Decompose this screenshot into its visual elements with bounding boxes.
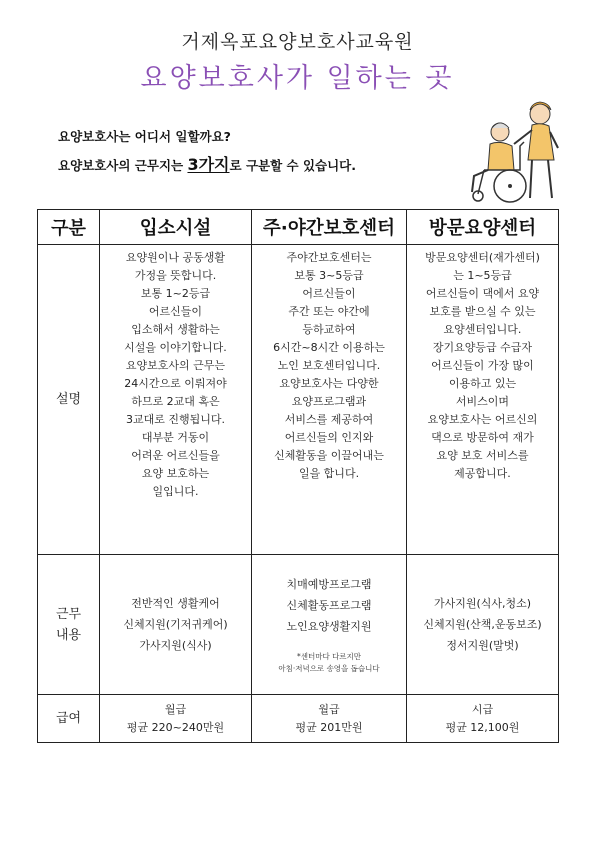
desc-daycare: [252, 245, 407, 555]
cell-text-line: 6시간~8시간 이용하는: [273, 341, 385, 354]
header-residential: 입소시설: [100, 210, 252, 245]
cell-text-line: 요양원이나 공동생활: [125, 251, 226, 264]
cell-text-line: 시급: [471, 702, 494, 716]
pay-daycare: [252, 695, 407, 743]
cell-text-line: 월급: [318, 702, 340, 716]
header-category: 구분: [38, 210, 100, 245]
cell-text-line: 신체활동프로그램: [286, 599, 372, 612]
cell-text-line: 어르신들이 가장 많이: [431, 359, 534, 372]
cell-text-line: 어르신들의 인지와: [284, 431, 374, 444]
cell-text-line: 24시간으로 이뤄져야: [124, 377, 227, 390]
cell-text-line: 는 1~5등급: [453, 269, 512, 282]
cell-text-line: 신체지원(기저귀케어): [123, 618, 228, 631]
cell-text-line: 치매예방프로그램: [286, 578, 372, 591]
cell-text-line: 하므로 2교대 혹은: [131, 395, 220, 408]
cell-text-line: 보통 3~5등급: [294, 269, 364, 282]
cell-text-line: 신체지원(산책,운동보조): [423, 618, 542, 631]
intro-highlight: 3가지: [187, 155, 230, 174]
row-label-description: 설명: [38, 245, 100, 555]
cell-text-line: 이용하고 있는: [448, 377, 517, 390]
work-daycare: [252, 555, 407, 695]
table-header-row: [38, 210, 559, 245]
cell-text-line: 가사지원(식사,청소): [433, 597, 532, 610]
table-row-pay: [38, 695, 559, 743]
cell-text-line: 어르신들이 댁에서 요양: [425, 287, 540, 300]
work-residential: [100, 555, 252, 695]
cell-text-line: 어르신들이: [302, 287, 356, 300]
cell-text-line: 요양센터입니다.: [443, 323, 522, 336]
intro-question: 요양보호사는 어디서 일할까요?: [58, 129, 231, 144]
cell-text-line: 정서지원(말벗): [446, 639, 519, 652]
cell-text-line: 주야간보호센터는: [286, 251, 372, 264]
cell-text-line: 요양 보호하는: [141, 467, 210, 480]
cell-text-line: 서비스이며: [455, 395, 510, 408]
header-daycare: 주·야간보호센터: [252, 210, 407, 245]
desc-home-visit: [407, 245, 559, 555]
cell-text-line: 요양보호사는 어르신의: [427, 413, 538, 426]
cell-text-line: 평균 12,100원: [445, 720, 520, 734]
caregiver-wheelchair-illustration: [454, 98, 572, 206]
cell-text-line: 요양보호사는 다양한: [279, 377, 379, 390]
intro-statement: [58, 152, 356, 175]
cell-text-line: 전반적인 생활케어: [131, 597, 220, 610]
cell-text-line: 방문요양센터(재가센터): [425, 251, 540, 264]
page-title: 요양보호사가 일하는 곳: [140, 63, 455, 94]
cell-text-line: 노인 보호센터입니다.: [277, 359, 381, 372]
header-home-visit: 방문요양센터: [407, 210, 559, 245]
cell-text-line: 주간 또는 야간에: [288, 305, 370, 318]
table-row-description: [38, 245, 559, 555]
intro-prefix: 요양보호사의 근무지는: [58, 158, 188, 173]
row-label-work-line: 내용: [55, 627, 82, 643]
cell-text-line: 요양보호사의 근무는: [125, 359, 226, 372]
cell-text-line: 요양프로그램과: [291, 395, 367, 408]
intro-suffix: 로 구분할 수 있습니다.: [229, 158, 356, 173]
org-name: 거제옥포요양보호사교육원: [181, 31, 414, 53]
row-label-pay: 급여: [38, 695, 100, 743]
cell-text-line: 시설을 이야기합니다.: [124, 341, 227, 354]
cell-text-line: 등하교하여: [302, 323, 356, 336]
pay-home-visit: [407, 695, 559, 743]
cell-text-line: 댁으로 방문하여 재가: [431, 431, 534, 444]
cell-text-line: 가정을 뜻합니다.: [134, 269, 217, 282]
shuttle-note-line: *센터마다 다르지만: [296, 652, 362, 661]
cell-text-line: 평균 220~240만원: [126, 720, 225, 734]
cell-text-line: 서비스를 제공하여: [284, 413, 374, 426]
cell-text-line: 신체활동을 이끌어내는: [274, 449, 384, 462]
workplace-table: [37, 209, 559, 743]
row-label-work: [38, 555, 100, 695]
cell-text-line: 대부분 거동이: [141, 431, 210, 444]
work-home-visit: [407, 555, 559, 695]
shuttle-note: [252, 651, 406, 675]
cell-text-line: 3교대로 진행됩니다.: [126, 413, 225, 426]
cell-text-line: 노인요양생활지원: [286, 620, 372, 633]
cell-text-line: 평균 201만원: [295, 720, 363, 734]
desc-residential: [100, 245, 252, 555]
cell-text-line: 요양 보호 서비스를: [436, 449, 529, 462]
cell-text-line: 어르신들이: [148, 305, 203, 318]
cell-text-line: 제공합니다.: [454, 467, 511, 480]
cell-text-line: 어려운 어르신들을: [131, 449, 220, 462]
cell-text-line: 보통 1~2등급: [140, 287, 211, 300]
cell-text-line: 입소해서 생활하는: [131, 323, 220, 336]
shuttle-note-line: 아침·저녁으로 송영을 돕습니다: [278, 664, 380, 673]
cell-text-line: 일을 합니다.: [298, 467, 360, 480]
cell-text-line: 보호를 받으실 수 있는: [429, 305, 536, 318]
cell-text-line: 가사지원(식사): [139, 639, 212, 652]
cell-text-line: 월급: [164, 702, 187, 716]
row-label-work-line: 근무: [55, 606, 82, 622]
table-row-work: [38, 555, 559, 695]
cell-text-line: 일입니다.: [152, 485, 199, 498]
cell-text-line: 장기요양등급 수급자: [432, 341, 533, 354]
pay-residential: [100, 695, 252, 743]
